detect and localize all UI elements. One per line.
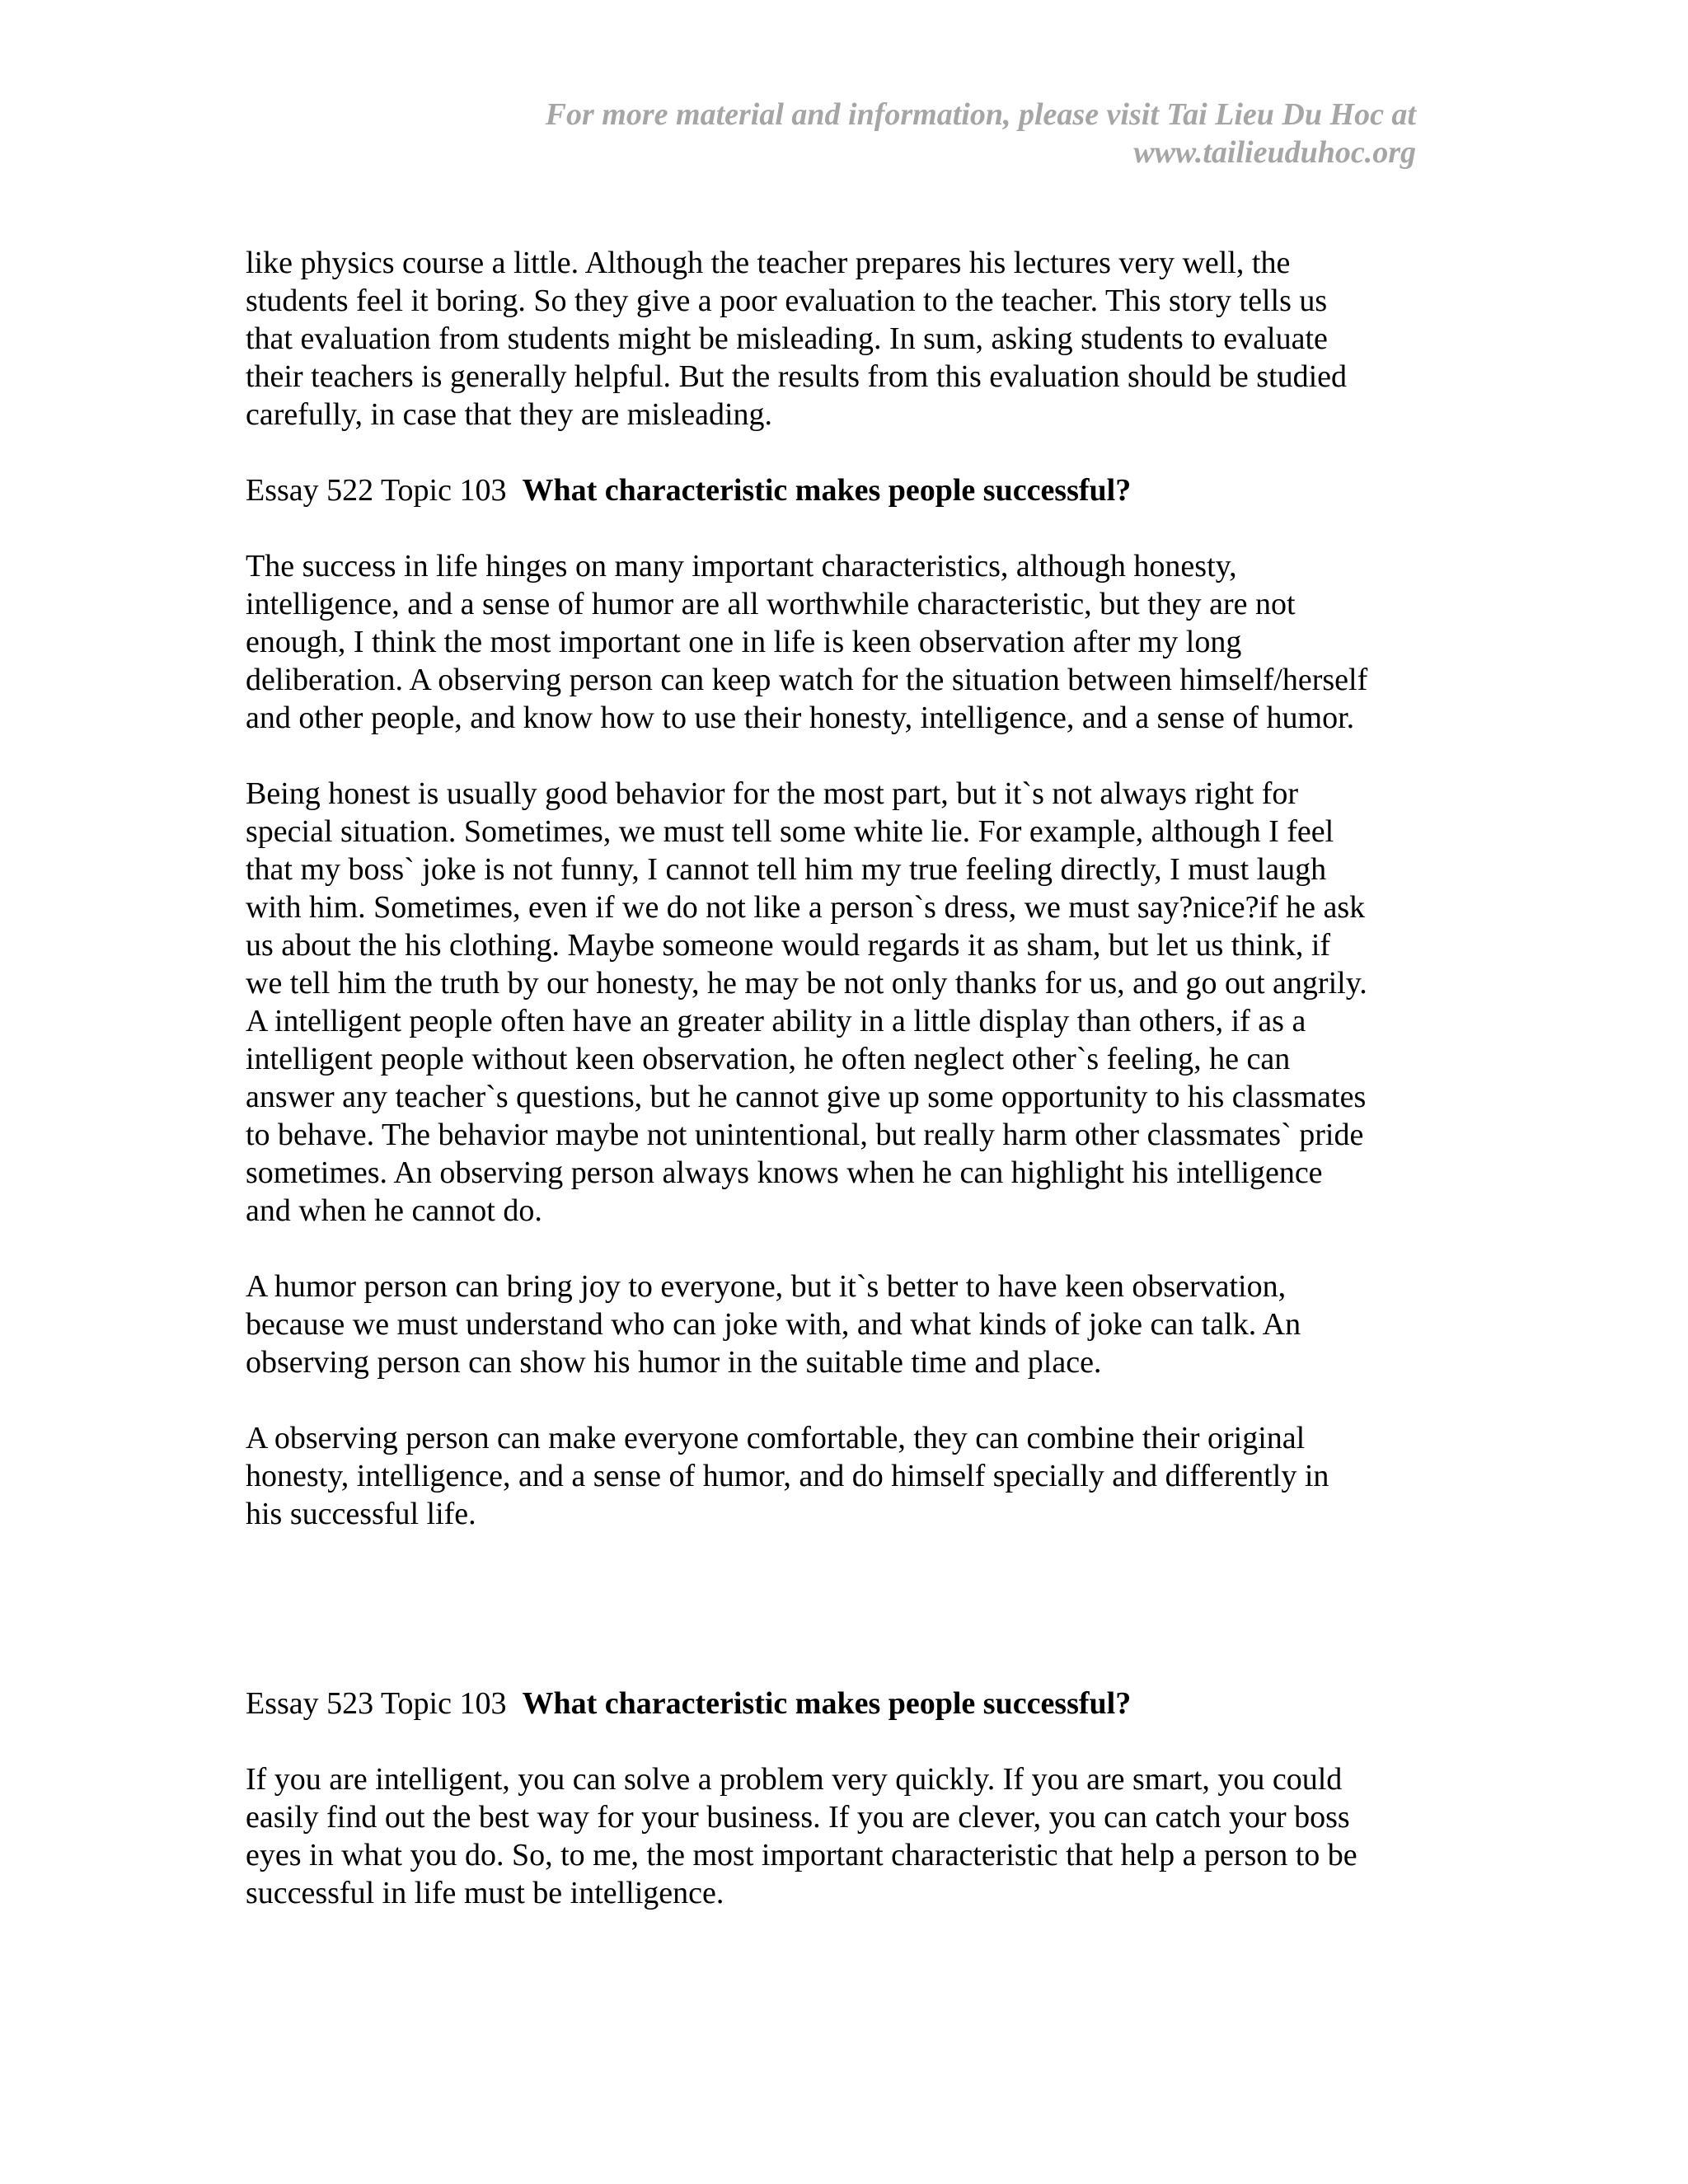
text-line: we tell him the truth by our honesty, he may be not only thanks for us, and go out angrily. — [246, 966, 1367, 1001]
text-line: deliberation. A observing person can keep watch for the situation between himself/herself — [246, 663, 1368, 697]
text-line: easily find out the best way for your business. If you are clever, you can catch your boss — [246, 1800, 1350, 1835]
text-line: that evaluation from students might be misleading. In sum, asking students to evaluate — [246, 321, 1328, 356]
text-line: enough, I think the most important one in life is keen observation after my long — [246, 625, 1242, 659]
essay-522-paragraph-2 — [246, 775, 1432, 1230]
page-header — [427, 96, 1416, 171]
text-line: his successful life. — [246, 1497, 476, 1531]
text-line: to behave. The behavior maybe not unintentional, but really harm other classmates` pride — [246, 1118, 1364, 1152]
essay-label: Essay 522 Topic 103 — [246, 473, 507, 508]
essay-522-heading — [246, 471, 1432, 509]
text-line: eyes in what you do. So, to me, the most important characteristic that help a person to be — [246, 1838, 1357, 1872]
essay-522-paragraph-1 — [246, 547, 1432, 737]
essay-title: What characteristic makes people successful? — [522, 1686, 1132, 1721]
text-line: successful in life must be intelligence. — [246, 1876, 724, 1910]
text-line: their teachers is generally helpful. But the results from this evaluation should be studied — [246, 359, 1348, 394]
text-line: honesty, intelligence, and a sense of humor, and do himself specially and differently in — [246, 1459, 1329, 1493]
essay-522-paragraph-4 — [246, 1419, 1432, 1533]
text-line: because we must understand who can joke with, and what kinds of joke can talk. An — [246, 1307, 1301, 1342]
text-line: answer any teacher`s questions, but he cannot give up some opportunity to his classmates — [246, 1080, 1367, 1114]
essay-522-paragraph-3 — [246, 1268, 1432, 1381]
text-line: A intelligent people often have an greater ability in a little display than others, if as a — [246, 1004, 1306, 1038]
text-line: A observing person can make everyone comfortable, they can combine their original — [246, 1421, 1306, 1455]
text-line: carefully, in case that they are misleading. — [246, 397, 773, 432]
intro-paragraph — [246, 244, 1432, 434]
essay-523-heading — [246, 1685, 1432, 1722]
header-website-link[interactable]: www.tailieuduhoc.org — [1133, 135, 1416, 170]
header-line-1: For more material and information, please visit Tai Lieu Du Hoc at — [545, 97, 1416, 132]
text-line: and when he cannot do. — [246, 1193, 542, 1228]
text-line: and other people, and know how to use their honesty, intelligence, and a sense of humor. — [246, 701, 1355, 735]
text-line: that my boss` joke is not funny, I cannot tell him my true feeling directly, I must laugh — [246, 852, 1327, 887]
text-line: The success in life hinges on many important characteristics, although honesty, — [246, 549, 1237, 583]
text-line: intelligent people without keen observation, he often neglect other`s feeling, he can — [246, 1042, 1291, 1076]
essay-523-paragraph-1 — [246, 1760, 1432, 1912]
text-line: sometimes. An observing person always knows when he can highlight his intelligence — [246, 1155, 1323, 1190]
text-line: A humor person can bring joy to everyone, but it`s better to have keen observation, — [246, 1269, 1287, 1304]
document-body — [246, 244, 1432, 1950]
text-line: Being honest is usually good behavior for the most part, but it`s not always right for — [246, 776, 1299, 811]
text-line: If you are intelligent, you can solve a problem very quickly. If you are smart, you could — [246, 1762, 1343, 1797]
text-line: students feel it boring. So they give a poor evaluation to the teacher. This story tells us — [246, 284, 1328, 318]
section-spacer — [246, 1571, 1432, 1685]
text-line: intelligence, and a sense of humor are all worthwhile characteristic, but they are not — [246, 587, 1296, 621]
text-line: special situation. Sometimes, we must tell some white lie. For example, although I feel — [246, 814, 1334, 849]
text-line: us about the his clothing. Maybe someone would regards it as sham, but let us think, if — [246, 928, 1331, 963]
essay-title: What characteristic makes people successful? — [522, 473, 1132, 508]
text-line: observing person can show his humor in the suitable time and place. — [246, 1345, 1102, 1380]
essay-label: Essay 523 Topic 103 — [246, 1686, 507, 1721]
text-line: with him. Sometimes, even if we do not like a person`s dress, we must say?nice?if he ask — [246, 890, 1366, 925]
text-line: like physics course a little. Although the teacher prepares his lectures very well, the — [246, 246, 1291, 280]
